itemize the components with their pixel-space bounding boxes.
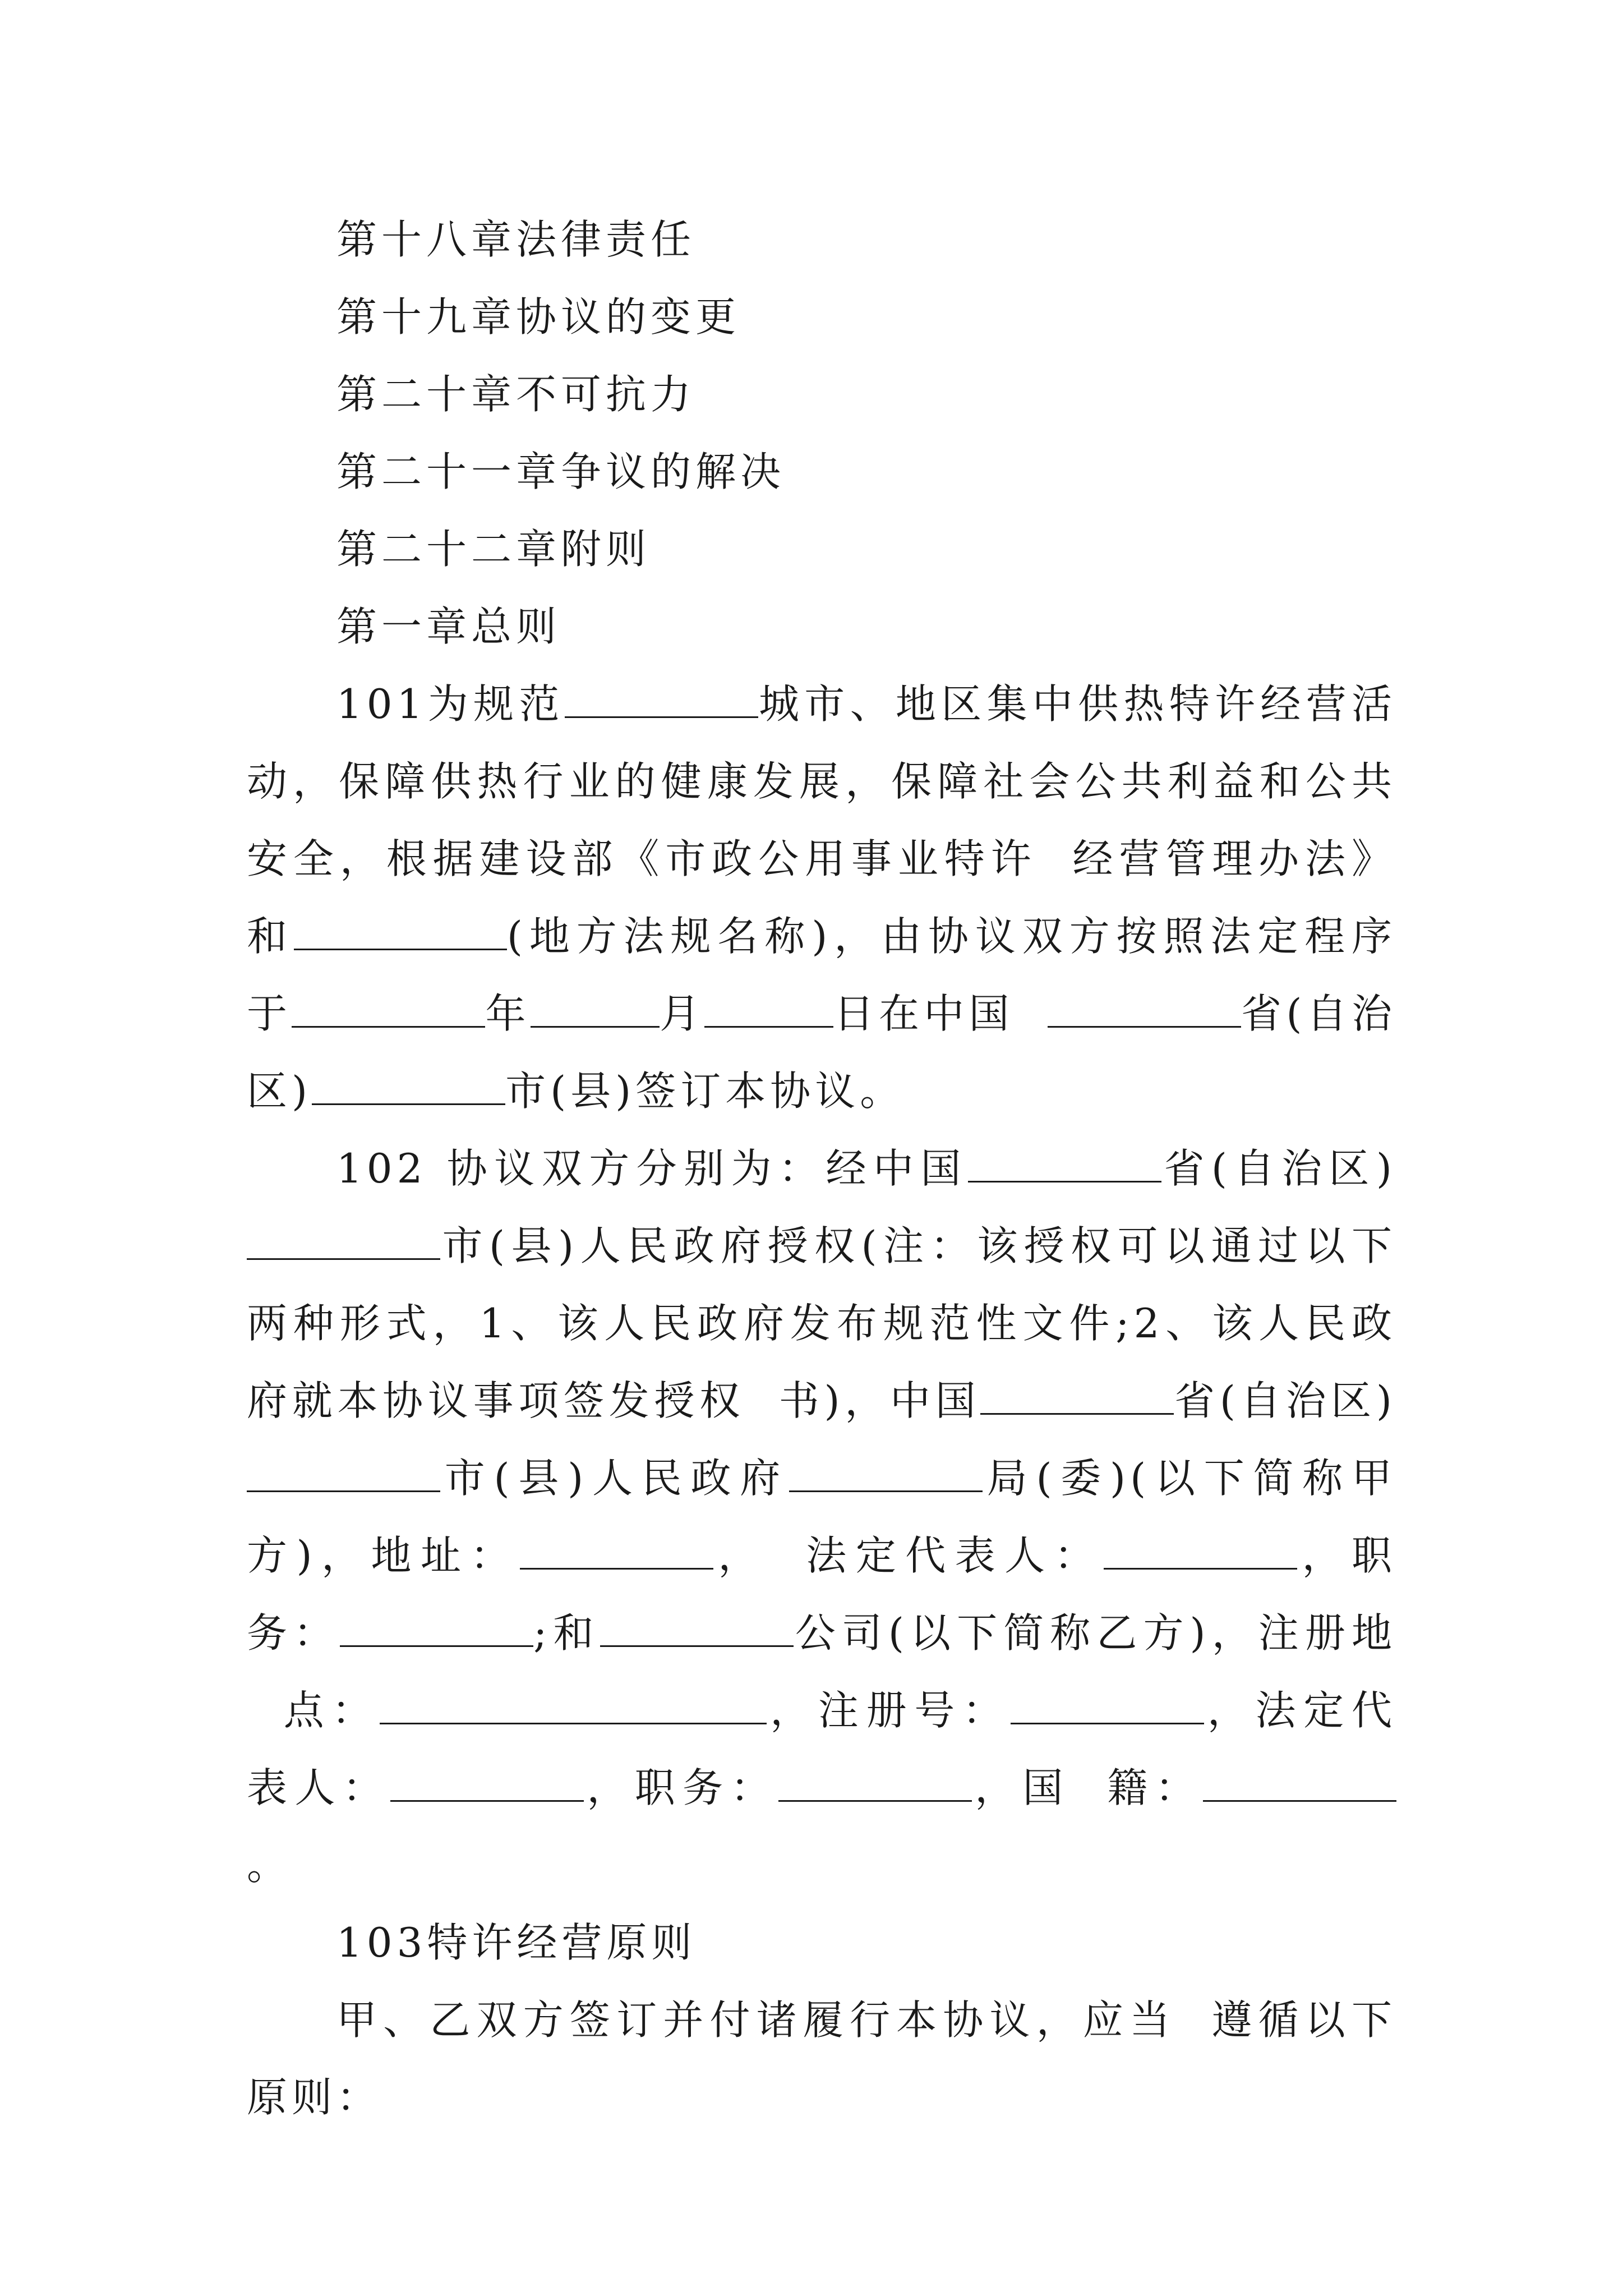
clause-101-text-b: 城市、地区集中供热特许经营活动，保障供热行业的健康发展，保障社会公共利益和公共安全，根据建设部《市政公用事业特许 [247,680,1396,882]
clause-102-text-n: ，注册号： [767,1687,1011,1734]
clause-102-text-a: 102 协议双方分别为：经中国 [336,1145,968,1192]
clause-101-text-f: 月 [659,990,705,1037]
clause-102-text-c: 市(县)人民政府授权(注：该授权可以通过以下两种形式，1、该人民政府发布规范性文件;2、该人民政府就本协议事项签发授权 [247,1222,1396,1424]
clause-101-text-e: 年 [485,990,531,1037]
clause-102-text-f: 市(县)人民政府 [440,1455,789,1502]
toc-item-chapter-19: 第十九章协议的变更 [336,293,741,341]
fill-blank [247,1455,440,1492]
fill-blank [1048,990,1241,1028]
clause-101-text-d: (地方法规名称)，由协议双方按照法定程序于 [247,913,1396,1037]
clause-102-text-b: 省(自治区) [1161,1145,1396,1192]
fill-blank [520,1532,713,1570]
clause-101 [247,665,1396,1130]
fill-blank [980,1377,1174,1415]
clause-101-text-c: 经营管理办法》和 [247,835,1396,960]
clause-102-text-e: 省(自治区) [1174,1377,1396,1424]
clause-102-text-q: ，国 [971,1764,1071,1811]
clause-102-text-s: 。 [247,1842,292,1889]
fill-blank [380,1687,767,1724]
clause-102-text-k: ;和 [533,1609,600,1657]
clause-102-text-m: 点： [280,1687,380,1734]
fill-blank [789,1455,983,1492]
clause-102-text-l: 公司(以下简称乙方)，注册地 [793,1609,1396,1657]
clause-103-heading: 103特许经营原则 [336,1919,697,1966]
clause-102-text-o: ，法定代表人： [247,1687,1396,1811]
toc-item-chapter-20: 第二十章不可抗力 [336,371,696,418]
fill-blank [312,1068,505,1105]
fill-blank [600,1609,794,1647]
fill-blank [294,913,507,950]
clause-102-text-r: 籍： [1104,1764,1203,1811]
toc-item-chapter-18: 第十八章法律责任 [336,216,696,263]
fill-blank [247,1222,440,1260]
clause-102 [247,1130,1396,1904]
clause-102-text-i: 法定代表人： [801,1532,1104,1579]
fill-blank [390,1764,584,1802]
fill-blank [565,680,758,718]
clause-103-text-a: 甲、乙双方签订并付诸履行本协议，应当 [336,1996,1177,2044]
clause-101-text-a: 101为规范 [336,680,565,728]
clause-101-text-h: 省(自治区) [247,990,1396,1115]
clause-102-text-j: ，职务： [247,1532,1396,1657]
clause-102-text-g: 局(委)(以下简称甲方)，地址： [247,1455,1396,1579]
chapter-1-heading: 第一章总则 [336,603,561,650]
document-body [247,201,1396,2136]
clause-102-text-h: ， [713,1532,768,1579]
clause-103-text-b: 遵循以下原则： [247,1996,1396,2121]
clause-102-text-p: ，职务： [584,1764,778,1811]
toc-item-chapter-22: 第二十二章附则 [336,526,651,573]
fill-blank [1011,1687,1204,1724]
clause-103-body [247,1981,1396,2136]
fill-blank [531,990,660,1028]
clause-101-text-i: 市(县)签订本协议。 [505,1068,905,1115]
clause-101-text-g: 日在中国 [833,990,1014,1037]
fill-blank [968,1145,1161,1182]
toc-item-chapter-21: 第二十一章争议的解决 [336,448,786,495]
fill-blank [778,1764,972,1802]
fill-blank [1203,1764,1396,1802]
fill-blank [292,990,485,1028]
clause-102-text-d: 书)，中国 [778,1377,981,1424]
fill-blank [704,990,833,1028]
fill-blank [1104,1532,1297,1570]
fill-blank [340,1609,533,1647]
